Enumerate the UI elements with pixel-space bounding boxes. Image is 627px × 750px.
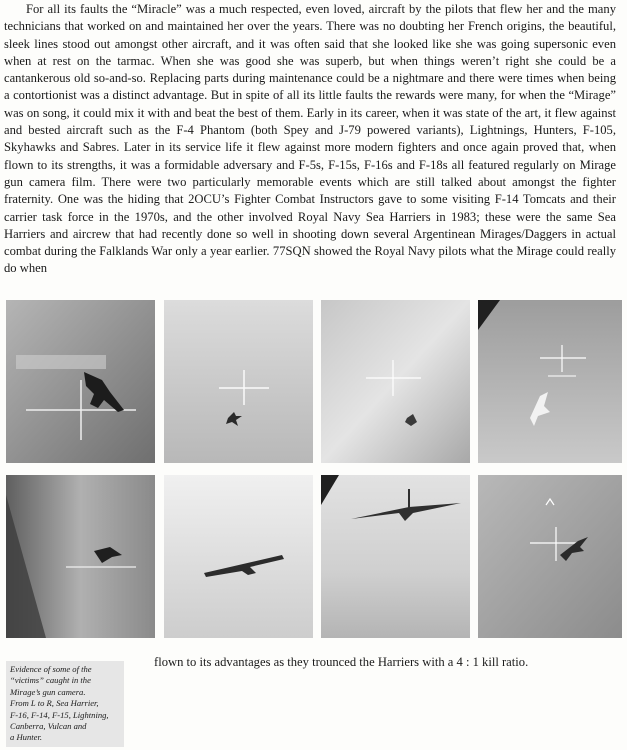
gun-camera-photo-f15 — [478, 300, 622, 463]
gun-camera-photo-f14 — [321, 300, 470, 463]
gun-camera-photo-lightning — [6, 475, 155, 638]
caption-line: F-16, F-14, F-15, Lightning, — [10, 709, 109, 720]
article-closing-line: flown to its advantages as they trounced the Harriers with a 4 : 1 kill ratio. — [154, 655, 529, 669]
caption-line: Mirage’s gun camera. — [10, 686, 86, 697]
gun-camera-photo-hunter — [478, 475, 622, 638]
photo-caption — [6, 661, 124, 747]
gun-camera-photo-canberra — [164, 475, 313, 638]
gun-camera-photo-f16 — [164, 300, 313, 463]
caption-line: Canberra, Vulcan and — [10, 721, 87, 732]
gun-camera-photo-vulcan — [321, 475, 470, 638]
article-body — [4, 1, 616, 278]
gun-camera-photo-sea-harrier — [6, 300, 155, 463]
caption-line: Evidence of some of the — [10, 664, 92, 674]
caption-line: a Hunter. — [10, 732, 42, 743]
article-paragraph: For all its faults the “Miracle” was a much respected, even loved, aircraft by the pilots that flew her and the many technicians that worked on and maintained her over the years. There was no doubting her French origins, the beautiful, sleek lines stood out amongst other aircraft, and it was often said that she looked like she was going supersonic even when at rest on the tarmac. When she was good she was superb, but when things weren’t right she could be a cantankerous old so-and-so. Replacing parts during maintenance could be a nightmare and there were times when being a contortionist was a distinct advantage. But in spite of all its little faults the rewards were many, for when the “Mirage” was on song, it could mix it with and beat the best of them. Early in its career, when it was state of the art, it flew against and bested aircraft such as the F-4 Phantom (both Spey and J-79 powered variants), Lightnings, Hunters, F-105, Skyhawks and Sabres. Later in its service life it flew against more modern fighters and once again proved that, when flown to its strengths, it was a formidable adversary and F-5s, F-15s, F-16s and F-18s all featured regularly on Mirage gun camera film. There were two particularly memorable events which are still talked about amongst the fighter fraternity. One was the hiding that 2OCU’s Fighter Combat Instructors gave to some visiting F-14 Tomcats and their carrier task force in the 1970s, and the other involved Royal Navy Sea Harriers in 1983; these were the same Sea Harriers and aircrew that had recently done so well in shooting down several Argentinean Mirages/Daggers in actual combat during the Falklands War only a year earlier. 77SQN showed the Royal Navy pilots what the Mirage could really do when — [4, 2, 616, 276]
caption-line: “victims” caught in the — [10, 675, 91, 686]
caption-line: From L to R, Sea Harrier, — [10, 698, 99, 709]
